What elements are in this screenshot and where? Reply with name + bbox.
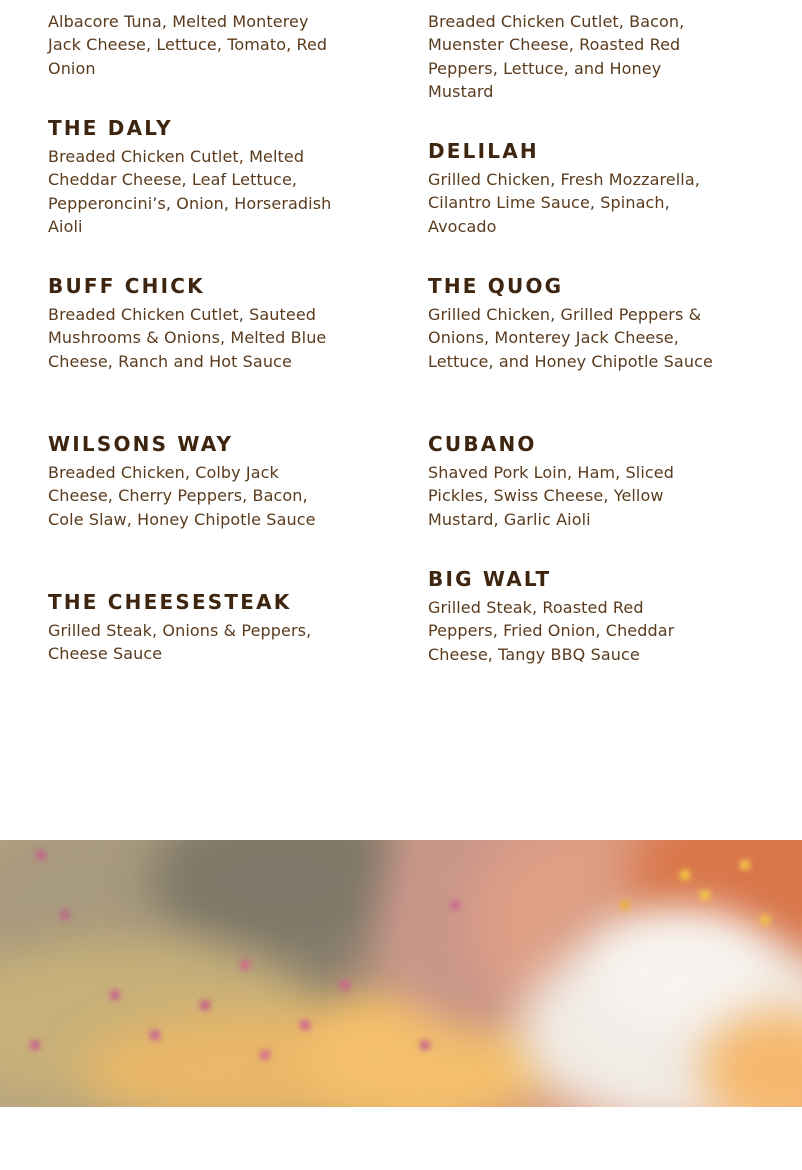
menu-item-wilsons-way xyxy=(48,431,338,531)
menu-item-cubano xyxy=(428,431,718,531)
menu-item-buff-chick xyxy=(48,273,338,373)
banner-dot xyxy=(450,900,460,910)
banner-dot xyxy=(300,1020,310,1030)
banner-dot xyxy=(420,1040,430,1050)
menu-item-description: Grilled Chicken, Fresh Mozzarella, Cilantro Lime Sauce, Spinach, Avocado xyxy=(428,170,700,236)
menu-item-title: THE DALY xyxy=(48,116,173,140)
menu-item-honey-mustard-chicken xyxy=(428,10,718,104)
banner-dot xyxy=(30,1040,40,1050)
menu-item-description: Breaded Chicken Cutlet, Melted Cheddar Cheese, Leaf Lettuce, Pepperoncini’s, Onion, Horseradish Aioli xyxy=(48,147,332,237)
menu-item-title: BUFF CHICK xyxy=(48,274,205,298)
banner-dot xyxy=(200,1000,210,1010)
menu-item-delilah xyxy=(428,138,718,238)
menu-item-title: THE QUOG xyxy=(428,274,564,298)
menu-item-tuna xyxy=(48,10,338,80)
banner-dot xyxy=(240,960,250,970)
menu-item-description: Shaved Pork Loin, Ham, Sliced Pickles, Swiss Cheese, Yellow Mustard, Garlic Aioli xyxy=(428,463,674,529)
banner-dot xyxy=(680,870,690,880)
banner-dot xyxy=(150,1030,160,1040)
menu-item-title: THE CHEESESTEAK xyxy=(48,590,292,614)
banner-dot xyxy=(340,980,350,990)
menu-item-title: CUBANO xyxy=(428,432,537,456)
menu-item-big-walt xyxy=(428,566,718,666)
banner-blur-shape xyxy=(590,910,770,1030)
menu-item-description: Breaded Chicken, Colby Jack Cheese, Cherry Peppers, Bacon, Cole Slaw, Honey Chipotle Sauce xyxy=(48,463,316,529)
banner-dot xyxy=(740,860,750,870)
menu-item-the-daly xyxy=(48,115,338,239)
food-photo-banner xyxy=(0,840,802,1107)
menu-item-description: Grilled Chicken, Grilled Peppers & Onions, Monterey Jack Cheese, Lettuce, and Honey Chipotle Sauce xyxy=(428,305,713,371)
banner-dot xyxy=(700,890,710,900)
banner-dot xyxy=(60,910,70,920)
banner-dot xyxy=(760,915,770,925)
banner-dot xyxy=(110,990,120,1000)
menu-item-description: Breaded Chicken Cutlet, Sauteed Mushrooms & Onions, Melted Blue Cheese, Ranch and Hot Sauce xyxy=(48,305,327,371)
menu-item-description: Grilled Steak, Roasted Red Peppers, Fried Onion, Cheddar Cheese, Tangy BBQ Sauce xyxy=(428,598,675,664)
menu-item-description: Grilled Steak, Onions & Peppers, Cheese Sauce xyxy=(48,621,312,664)
banner-dot xyxy=(620,900,630,910)
menu-item-title: BIG WALT xyxy=(428,567,552,591)
banner-dot xyxy=(36,850,46,860)
menu-item-the-cheesesteak xyxy=(48,589,338,666)
menu-item-description: Breaded Chicken Cutlet, Bacon, Muenster Cheese, Roasted Red Peppers, Lettuce, and Honey Mustard xyxy=(428,12,685,102)
menu-item-the-quog xyxy=(428,273,718,373)
menu-item-description: Albacore Tuna, Melted Monterey Jack Cheese, Lettuce, Tomato, Red Onion xyxy=(48,12,328,78)
menu-item-title: DELILAH xyxy=(428,139,539,163)
banner-dot xyxy=(260,1050,270,1060)
menu-item-title: WILSONS WAY xyxy=(48,432,234,456)
